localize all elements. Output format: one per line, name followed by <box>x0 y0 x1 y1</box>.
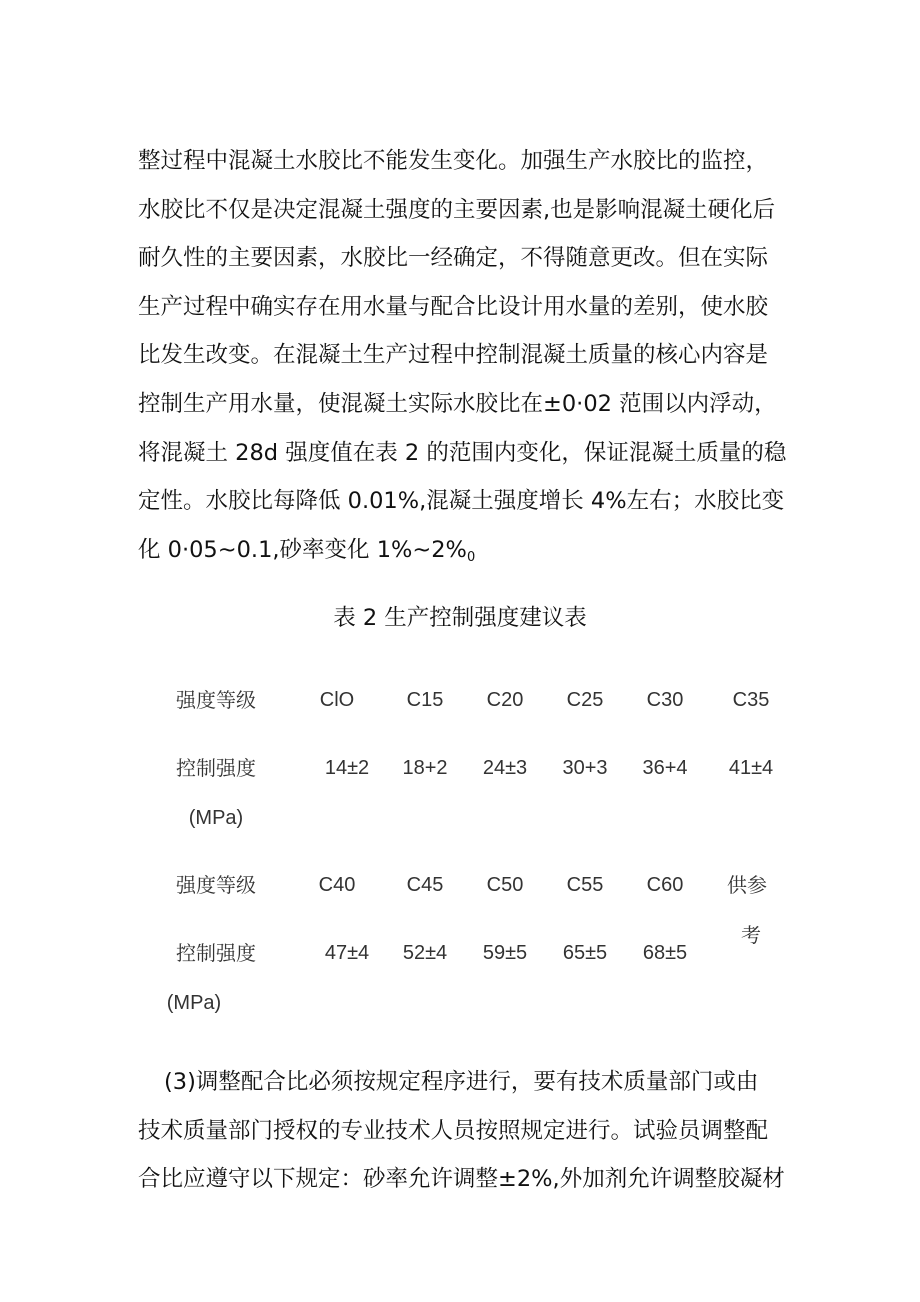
table-cell: C35 <box>732 689 770 711</box>
text-line: 整过程中混凝土水胶比不能发生变化。加强生产水胶比的监控， <box>138 148 769 174</box>
reference-note: 供参 <box>727 873 767 897</box>
table-cell: 59±5 <box>482 942 528 964</box>
reference-note: 考 <box>741 923 761 947</box>
row-label-grade: 强度等级 <box>176 688 256 712</box>
table-cell: 52±4 <box>402 942 448 964</box>
table-cell: C20 <box>486 689 524 711</box>
table-cell: 68±5 <box>642 942 688 964</box>
text-subscript: 0 <box>466 549 476 565</box>
table-cell: C60 <box>646 874 684 896</box>
text-line: (3)调整配合比必须按规定程序进行，要有技术质量部门或由 <box>164 1069 759 1095</box>
table-cell: 18+2 <box>402 757 448 779</box>
body-paragraph-2 <box>138 1058 818 1204</box>
text-line: 技术质量部门授权的专业技术人员按照规定进行。试验员调整配 <box>138 1117 769 1144</box>
row-label-strength: 控制强度 <box>176 756 256 780</box>
text-line-last-body: 化 0·05~0.1,砂率变化 1%~2% <box>138 536 467 563</box>
row-label-unit: (MPa) <box>188 807 244 829</box>
row-label-grade: 强度等级 <box>176 873 256 897</box>
text-line-last <box>138 526 818 575</box>
table-cell: 30+3 <box>562 757 608 779</box>
table-cell: C50 <box>486 874 524 896</box>
table-cell: 65±5 <box>562 942 608 964</box>
text-line: 定性。水胶比每降低 0.01%,混凝土强度增长 4%左右；水胶比变 <box>138 488 785 515</box>
body-paragraph-1 <box>138 137 818 574</box>
text-line: 水胶比不仅是决定混凝土强度的主要因素,也是影响混凝土硬化后 <box>138 196 776 223</box>
table-cell: 36+4 <box>642 757 688 779</box>
table-cell: C55 <box>566 874 604 896</box>
table-cell: C45 <box>406 874 444 896</box>
table-caption: 表 2 生产控制强度建议表 <box>333 605 587 631</box>
table-cell: 24±3 <box>482 757 528 779</box>
table-cell: 47±4 <box>324 942 370 964</box>
table-cell: 41±4 <box>728 757 774 779</box>
table-cell: C15 <box>406 689 444 711</box>
row-label-strength: 控制强度 <box>176 941 256 965</box>
table-cell: 14±2 <box>324 757 370 779</box>
row-label-unit: (MPa) <box>166 992 222 1014</box>
table-cell: C40 <box>318 874 356 896</box>
text-line: 生产过程中确实存在用水量与配合比设计用水量的差别，使水胶 <box>138 293 769 320</box>
text-line: 将混凝土 28d 强度值在表 2 的范围内变化，保证混凝土质量的稳 <box>138 439 787 466</box>
text-line: 耐久性的主要因素，水胶比一经确定，不得随意更改。但在实际 <box>138 245 769 272</box>
text-line: 控制生产用水量，使混凝土实际水胶比在±0·02 范围以内浮动， <box>138 390 777 417</box>
table-cell: ClO <box>319 689 355 711</box>
table-cell: C25 <box>566 689 604 711</box>
table-cell: C30 <box>646 689 684 711</box>
text-line: 比发生改变。在混凝土生产过程中控制混凝土质量的核心内容是 <box>138 342 769 369</box>
text-line: 合比应遵守以下规定：砂率允许调整±2%,外加剂允许调整胶凝材 <box>138 1166 785 1193</box>
